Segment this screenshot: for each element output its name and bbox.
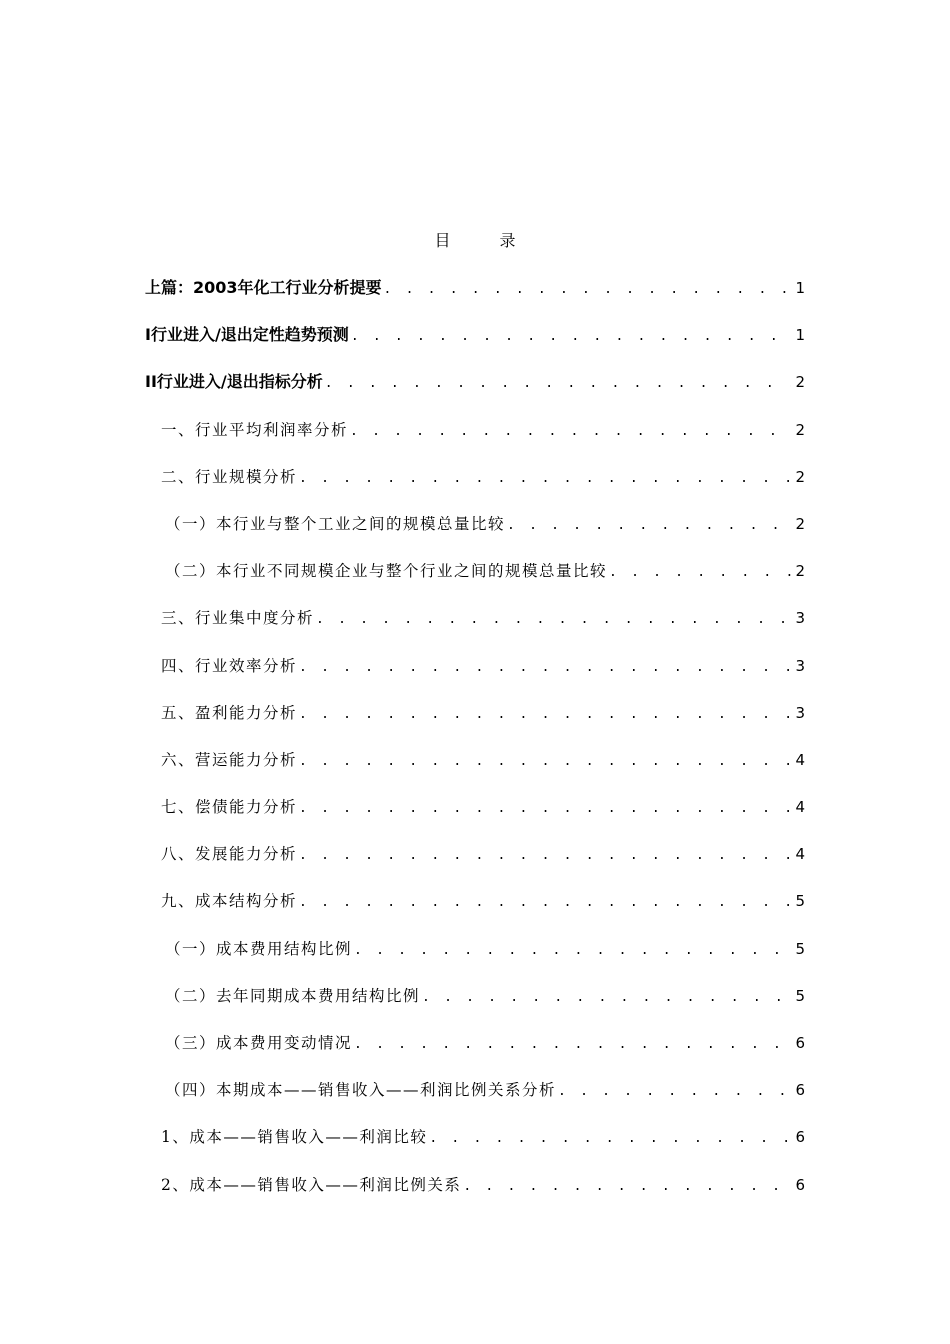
toc-entry[interactable] [145, 885, 805, 932]
toc-title: 目 录 [434, 231, 538, 250]
toc-page-number: 2 [795, 514, 805, 533]
toc-dot-leader [350, 416, 791, 448]
toc-list [145, 272, 805, 1216]
toc-entry[interactable] [145, 933, 805, 980]
toc-dot-leader [299, 887, 791, 919]
toc-page-number: 4 [795, 845, 805, 864]
toc-dot-leader [558, 1076, 791, 1108]
toc-page-number: 2 [795, 467, 805, 486]
toc-entry-text: I行业进入/退出定性趋势预测 [145, 325, 349, 345]
toc-page-number: 5 [795, 939, 805, 958]
toc-entry-text: 一、行业平均利润率分析 [161, 420, 349, 439]
toc-entry[interactable] [145, 461, 805, 508]
toc-entry-text: 五、盈利能力分析 [161, 703, 298, 722]
toc-entry[interactable] [145, 602, 805, 649]
toc-dot-leader [384, 274, 792, 306]
toc-page-number: 3 [795, 656, 805, 675]
toc-entry-text: 四、行业效率分析 [161, 656, 298, 675]
toc-dot-leader [299, 652, 791, 684]
toc-page-number: 3 [795, 609, 805, 628]
toc-entry-text: 八、发展能力分析 [161, 845, 298, 864]
toc-entry[interactable] [145, 1121, 805, 1168]
toc-entry-text: 九、成本结构分析 [161, 892, 298, 911]
toc-entry-text: （一）本行业与整个工业之间的规模总量比较 [165, 514, 506, 533]
toc-dot-leader [299, 793, 791, 825]
toc-dot-leader [325, 368, 792, 400]
toc-entry-text: （一）成本费用结构比例 [165, 939, 353, 958]
toc-entry-text: （二）本行业不同规模企业与整个行业之间的规模总量比较 [165, 562, 608, 581]
toc-page-number: 5 [795, 986, 805, 1005]
toc-entry-text: II行业进入/退出指标分析 [145, 372, 323, 392]
toc-dot-leader [609, 557, 791, 589]
toc-entry[interactable] [145, 980, 805, 1027]
toc-dot-leader [316, 604, 791, 636]
toc-page-number: 1 [795, 326, 805, 345]
toc-entry-text: 二、行业规模分析 [161, 467, 298, 486]
toc-page-number: 2 [795, 420, 805, 439]
toc-dot-leader [463, 1171, 791, 1203]
toc-page-number: 5 [795, 892, 805, 911]
toc-entry[interactable] [145, 697, 805, 744]
toc-entry[interactable] [145, 744, 805, 791]
toc-entry-text: 1、成本——销售收入——利润比较 [161, 1128, 428, 1147]
toc-dot-leader [507, 510, 791, 542]
toc-dot-leader [429, 1123, 791, 1155]
toc-dot-leader [422, 982, 791, 1014]
toc-page-number: 1 [795, 279, 805, 297]
toc-entry-text: 2、成本——销售收入——利润比例关系 [161, 1175, 462, 1194]
toc-page-number: 4 [795, 798, 805, 817]
toc-entry[interactable] [145, 414, 805, 461]
toc-entry[interactable] [145, 1074, 805, 1121]
toc-dot-leader [299, 699, 791, 731]
toc-entry[interactable] [145, 1027, 805, 1074]
toc-dot-leader [299, 840, 791, 872]
toc-entry[interactable] [145, 555, 805, 602]
toc-entry[interactable] [145, 1169, 805, 1216]
toc-page-number: 4 [795, 750, 805, 769]
toc-dot-leader [351, 321, 792, 353]
toc-entry-text: （二）去年同期成本费用结构比例 [165, 986, 421, 1005]
toc-page-number: 6 [795, 1034, 805, 1052]
toc-entry[interactable] [145, 508, 805, 555]
toc-dot-leader [354, 935, 791, 967]
toc-entry-text: （四）本期成本——销售收入——利润比例关系分析 [165, 1081, 557, 1100]
toc-entry[interactable] [145, 791, 805, 838]
toc-entry-text: 六、营运能力分析 [161, 750, 298, 769]
toc-entry-text: 七、偿债能力分析 [161, 798, 298, 817]
toc-page-number: 3 [795, 703, 805, 722]
toc-entry-text: 三、行业集中度分析 [161, 609, 315, 628]
toc-entry[interactable] [145, 319, 805, 366]
toc-entry[interactable] [145, 838, 805, 885]
toc-page-number: 6 [795, 1128, 805, 1147]
toc-entry-text: 上篇：2003年化工行业分析提要 [145, 278, 382, 297]
toc-dot-leader [354, 1029, 791, 1061]
toc-entry[interactable] [145, 366, 805, 413]
toc-entry[interactable] [145, 272, 805, 319]
toc-dot-leader [299, 463, 791, 495]
toc-page-number: 6 [795, 1081, 805, 1100]
toc-entry[interactable] [145, 650, 805, 697]
toc-page-number: 6 [795, 1175, 805, 1194]
toc-entry-text: （三）成本费用变动情况 [165, 1034, 353, 1052]
toc-page-number: 2 [795, 562, 805, 581]
toc-dot-leader [299, 746, 791, 778]
toc-page-number: 2 [795, 373, 805, 392]
